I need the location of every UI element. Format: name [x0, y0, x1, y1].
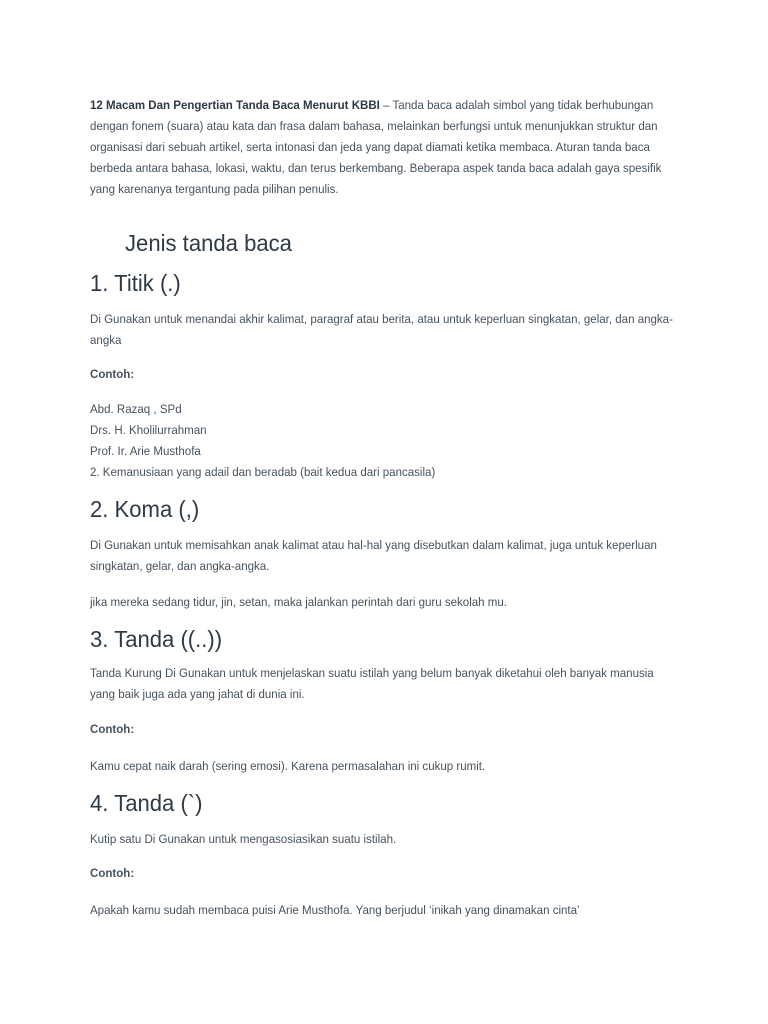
section-1-examples: [90, 399, 680, 483]
section-2-description: Di Gunakan untuk memisahkan anak kalimat atau hal-hal yang disebutkan dalam kalimat, juga untuk keperluan singkatan, gelar, dan angka-angka.: [90, 538, 657, 573]
section-2-example: jika mereka sedang tidur, jin, setan, maka jalankan perintah dari guru sekolah mu.: [90, 595, 508, 609]
example-item: Drs. H. Kholilurrahman: [90, 423, 207, 437]
intro-paragraph: [90, 95, 680, 200]
subtitle-heading: Jenis tanda baca: [125, 230, 292, 256]
example-item: Abd. Razaq , SPd: [90, 402, 182, 416]
example-item: 2. Kemanusiaan yang adail dan beradab (bait kedua dari pancasila): [90, 465, 436, 479]
section-3-example-label: Contoh:: [90, 722, 135, 736]
section-4-example-label: Contoh:: [90, 866, 135, 880]
title-dash: –: [379, 98, 393, 112]
section-1-example-label: Contoh:: [90, 367, 135, 381]
section-1-heading: 1. Titik (.): [90, 270, 181, 296]
section-1-description: Di Gunakan untuk menandai akhir kalimat, paragraf atau berita, atau untuk keperluan singkatan, gelar, dan angka-angka: [90, 312, 673, 347]
section-3-heading: 3. Tanda ((..)): [90, 626, 223, 652]
section-3-description: Tanda Kurung Di Gunakan untuk menjelaskan suatu istilah yang belum banyak diketahui oleh banyak manusia yang baik juga ada yang jahat di dunia ini.: [90, 666, 654, 701]
section-4-description: Kutip satu Di Gunakan untuk mengasosiasikan suatu istilah.: [90, 832, 397, 846]
section-4-example: Apakah kamu sudah membaca puisi Arie Musthofa. Yang berjudul ‘inikah yang dinamakan cinta’: [90, 903, 580, 917]
intro-text: Tanda baca adalah simbol yang tidak berhubungan dengan fonem (suara) atau kata dan frasa dalam bahasa, melainkan berfungsi untuk menunjukkan struktur dan organisasi dari sebuah artikel, serta intonasi dan jeda yang dapat diamati ketika membaca. Aturan tanda baca berbeda antara bahasa, lokasi, waktu, dan terus berkembang. Beberapa aspek tanda baca adalah gaya spesifik yang karenanya tergantung pada pilihan penulis.: [90, 98, 662, 196]
section-2-heading: 2. Koma (,): [90, 496, 200, 522]
section-4-heading: 4. Tanda (`): [90, 790, 203, 816]
example-item: Prof. Ir. Arie Musthofa: [90, 444, 201, 458]
section-3-example: Kamu cepat naik darah (sering emosi). Karena permasalahan ini cukup rumit.: [90, 759, 486, 773]
article-title: 12 Macam Dan Pengertian Tanda Baca Menurut KBBI: [90, 98, 380, 112]
